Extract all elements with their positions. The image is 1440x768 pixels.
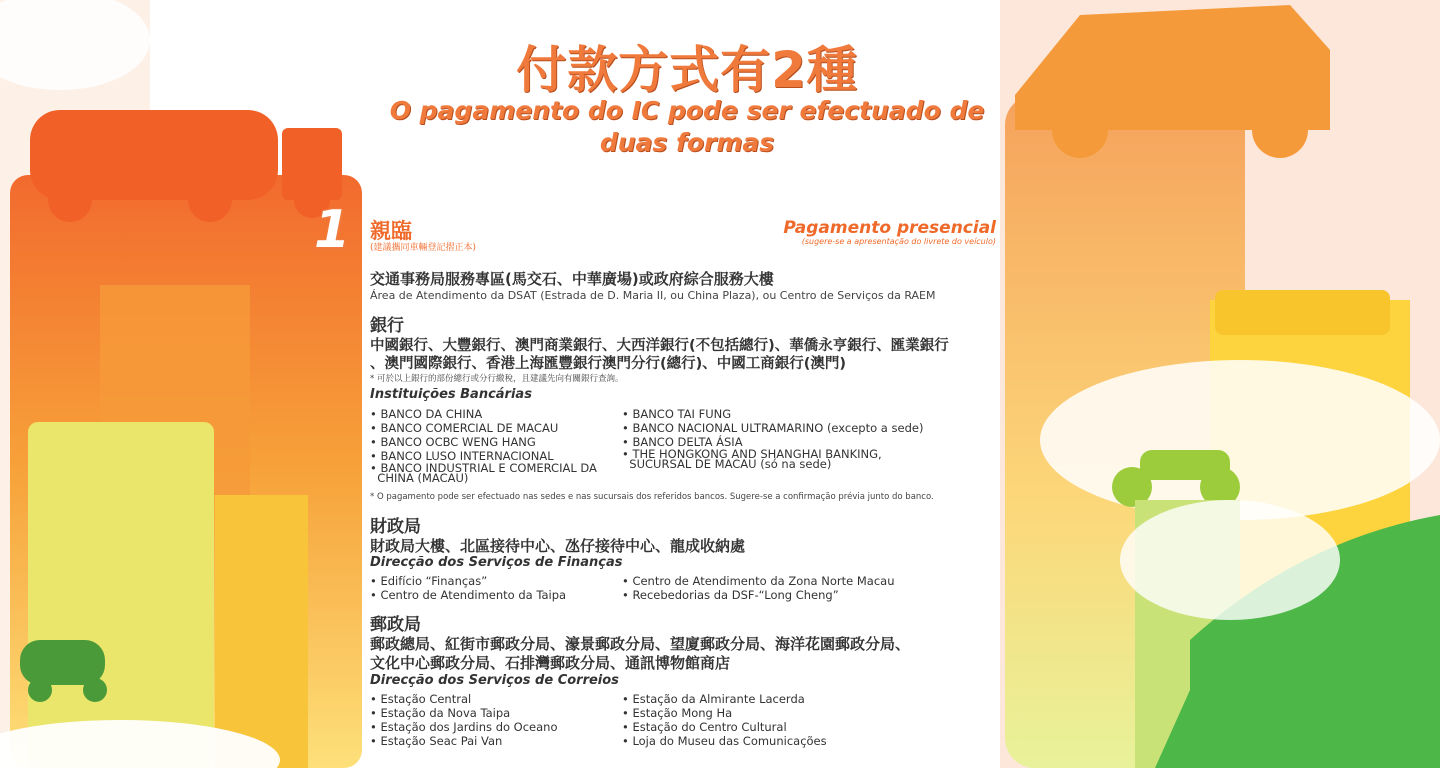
dsat-zh: 交通事務局服務專區(馬交石、中華廣場)或政府綜合服務大樓 xyxy=(370,270,774,288)
list-item: • Estação da Almirante Lacerda xyxy=(622,692,805,706)
section-title-zh: 親臨 xyxy=(370,219,412,243)
list-item: • Estação dos Jardins do Oceano xyxy=(370,720,558,734)
post-heading-pt: Direcção dos Serviços de Correios xyxy=(370,673,619,688)
banks-note-zh: * 可於以上銀行的部份總行或分行繳稅，且建議先向有關銀行查詢。 xyxy=(370,374,624,384)
banks-note-pt: * O pagamento pode ser efectuado nas sedes e nas sucursais dos referidos bancos. Sugere-se a confirmação prévia junto do banco. xyxy=(370,492,934,502)
list-item: CHINA (MACAU) xyxy=(370,471,469,485)
list-item: • Recebedorias da DSF-“Long Cheng” xyxy=(622,588,839,602)
list-item: • Estação Mong Ha xyxy=(622,706,733,720)
page-title: 付款方式有2種 xyxy=(516,41,858,99)
dsat-pt: Área de Atendimento da DSAT (Estrada de D. Maria II, ou China Plaza), ou Centro de Serviços da RAEM xyxy=(370,289,936,302)
list-item: • Edifício “Finanças” xyxy=(370,574,488,588)
post-left-list xyxy=(370,692,558,748)
finance-heading-zh: 財政局 xyxy=(370,517,421,537)
list-item: • Loja do Museu das Comunicações xyxy=(622,734,827,748)
section-note-pt: (sugere-se a apresentação do livrete do veículo) xyxy=(801,237,996,246)
banks-left-list xyxy=(370,407,597,483)
banks-list-zh-2: 、澳門國際銀行、香港上海匯豐銀行澳門分行(總行)、中國工商銀行(澳門) xyxy=(370,356,847,372)
list-item: • Estação do Centro Cultural xyxy=(622,720,787,734)
subtitle-line-1: O pagamento do IC pode ser efectuado de xyxy=(389,96,985,125)
banks-list-zh-1: 中國銀行、大豐銀行、澳門商業銀行、大西洋銀行(不包括總行)、華僑永亨銀行、匯業銀行 xyxy=(370,338,949,354)
banks-right-list xyxy=(622,407,923,469)
finance-left-list xyxy=(370,574,566,602)
banks-heading-zh: 銀行 xyxy=(370,316,404,336)
section-note-zh: (建議攜同車輛登記摺正本) xyxy=(370,243,477,253)
list-item: • Centro de Atendimento da Zona Norte Macau xyxy=(622,574,895,588)
list-item: • Estação Central xyxy=(370,692,472,706)
section-number: 1 xyxy=(314,200,351,260)
list-item: • BANCO LUSO INTERNACIONAL xyxy=(370,449,554,463)
post-heading-zh: 郵政局 xyxy=(370,615,421,635)
list-item: SUCURSAL DE MACAU (só na sede) xyxy=(622,457,832,471)
list-item: • BANCO NACIONAL ULTRAMARINO (excepto a sede) xyxy=(622,421,924,435)
list-item: • BANCO INDUSTRIAL E COMERCIAL DA xyxy=(370,461,597,475)
list-item: • BANCO DELTA ÁSIA xyxy=(622,435,743,449)
list-item: • Centro de Atendimento da Taipa xyxy=(370,588,567,602)
list-item: • Estação Seac Pai Van xyxy=(370,734,503,748)
post-right-list xyxy=(622,692,827,748)
finance-right-list xyxy=(622,574,894,602)
post-list-zh-1: 郵政總局、紅街市郵政分局、濠景郵政分局、望廈郵政分局、海洋花園郵政分局、 xyxy=(370,635,911,653)
finance-list-zh: 財政局大樓、北區接待中心、氹仔接待中心、龍成收納處 xyxy=(370,537,746,555)
list-item: • BANCO DA CHINA xyxy=(370,407,483,421)
subtitle-line-2: duas formas xyxy=(599,128,775,157)
page-subtitle xyxy=(382,95,992,159)
list-item: • BANCO TAI FUNG xyxy=(622,407,732,421)
list-item: • BANCO OCBC WENG HANG xyxy=(370,435,536,449)
banks-heading-pt: Instituições Bancárias xyxy=(370,387,532,402)
finance-heading-pt: Direcção dos Serviços de Finanças xyxy=(370,555,623,570)
list-item: • Estação da Nova Taipa xyxy=(370,706,511,720)
list-item: • BANCO COMERCIAL DE MACAU xyxy=(370,421,559,435)
payment-content xyxy=(314,0,1012,768)
truck-icon-2 xyxy=(1215,290,1390,335)
list-item: • THE HONGKONG AND SHANGHAI BANKING, xyxy=(622,447,882,461)
post-list-zh-2: 文化中心郵政分局、石排灣郵政分局、通訊博物館商店 xyxy=(370,654,731,672)
section-title-pt: Pagamento presencial xyxy=(783,218,996,238)
